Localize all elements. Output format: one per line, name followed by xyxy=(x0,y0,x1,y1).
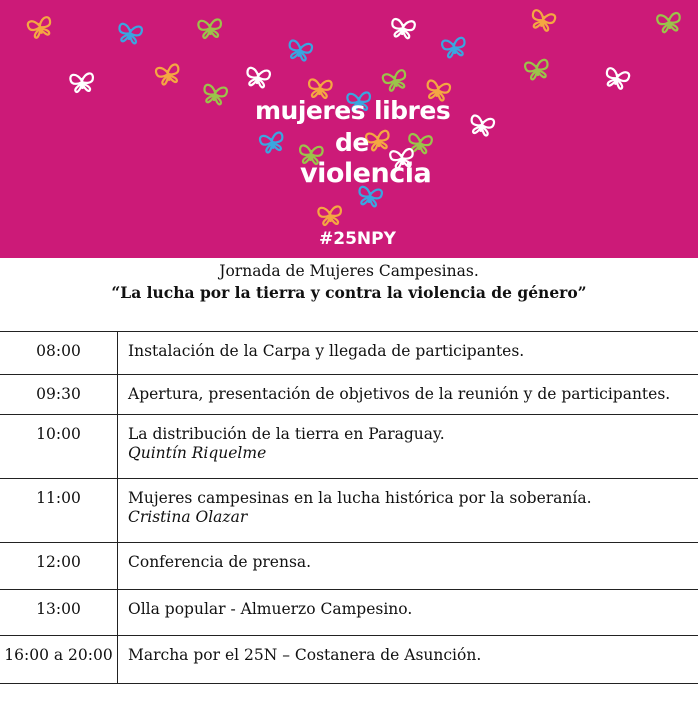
table-row xyxy=(0,415,698,479)
table-row xyxy=(0,375,698,415)
banner-hashtag: #25NPY xyxy=(319,229,396,249)
butterfly-icon xyxy=(117,23,142,44)
row-activity xyxy=(118,479,698,543)
butterfly-icon xyxy=(202,84,227,105)
activity-text: Instalación de la Carpa y llegada de participantes. xyxy=(128,342,525,360)
activity-text: Conferencia de prensa. xyxy=(128,553,312,571)
row-activity xyxy=(118,590,698,636)
row-time: 13:00 xyxy=(0,590,118,636)
row-activity xyxy=(118,415,698,479)
row-time: 09:30 xyxy=(0,375,118,415)
banner-title-de: de xyxy=(335,128,369,157)
speaker-name: Quintín Riquelme xyxy=(128,444,267,462)
event-title: Jornada de Mujeres Campesinas. xyxy=(219,262,479,280)
butterfly-icon xyxy=(469,115,495,137)
row-activity xyxy=(118,543,698,590)
butterfly-icon xyxy=(442,37,467,58)
schedule-table xyxy=(0,331,698,684)
banner-title-mujeres: mujeres xyxy=(255,96,366,125)
row-time: 08:00 xyxy=(0,332,118,375)
butterfly-icon xyxy=(70,73,94,92)
event-heading xyxy=(0,261,698,303)
banner-title-violencia: violencia xyxy=(300,158,432,189)
banner-title-libres: libres xyxy=(374,96,451,125)
butterfly-icon xyxy=(382,69,408,92)
speaker-name: Cristina Olazar xyxy=(128,508,248,526)
table-row xyxy=(0,332,698,375)
table-row xyxy=(0,636,698,684)
butterfly-icon xyxy=(391,19,416,39)
row-activity xyxy=(118,332,698,375)
row-activity xyxy=(118,636,698,684)
row-time: 10:00 xyxy=(0,415,118,479)
activity-text: Mujeres campesinas en la lucha histórica por la soberanía. xyxy=(128,489,592,507)
table-row xyxy=(0,543,698,590)
activity-text: Marcha por el 25N – Costanera de Asunción. xyxy=(128,646,482,664)
row-time: 16:00 a 20:00 xyxy=(0,636,118,684)
butterfly-icon xyxy=(604,67,630,90)
event-subtitle: “La lucha por la tierra y contra la violencia de género” xyxy=(111,283,587,302)
butterfly-icon xyxy=(525,59,550,80)
row-time: 12:00 xyxy=(0,543,118,590)
butterfly-icon xyxy=(357,186,382,207)
row-activity xyxy=(118,375,698,415)
butterfly-icon xyxy=(530,9,556,32)
butterfly-icon xyxy=(287,40,313,62)
row-time: 11:00 xyxy=(0,479,118,543)
activity-text: Olla popular - Almuerzo Campesino. xyxy=(128,600,413,618)
butterfly-icon xyxy=(318,206,342,225)
butterfly-icon xyxy=(657,13,682,33)
butterfly-icon xyxy=(259,132,285,154)
butterfly-icon xyxy=(366,130,391,151)
header-banner xyxy=(0,0,698,258)
butterfly-icon xyxy=(155,64,181,86)
activity-text: La distribución de la tierra en Paraguay. xyxy=(128,425,445,443)
table-row xyxy=(0,479,698,543)
butterfly-icon xyxy=(27,16,53,39)
butterfly-icon xyxy=(198,19,222,38)
table-row xyxy=(0,590,698,636)
butterfly-icon xyxy=(245,67,270,88)
activity-text: Apertura, presentación de objetivos de la reunión y de participantes. xyxy=(128,385,671,403)
